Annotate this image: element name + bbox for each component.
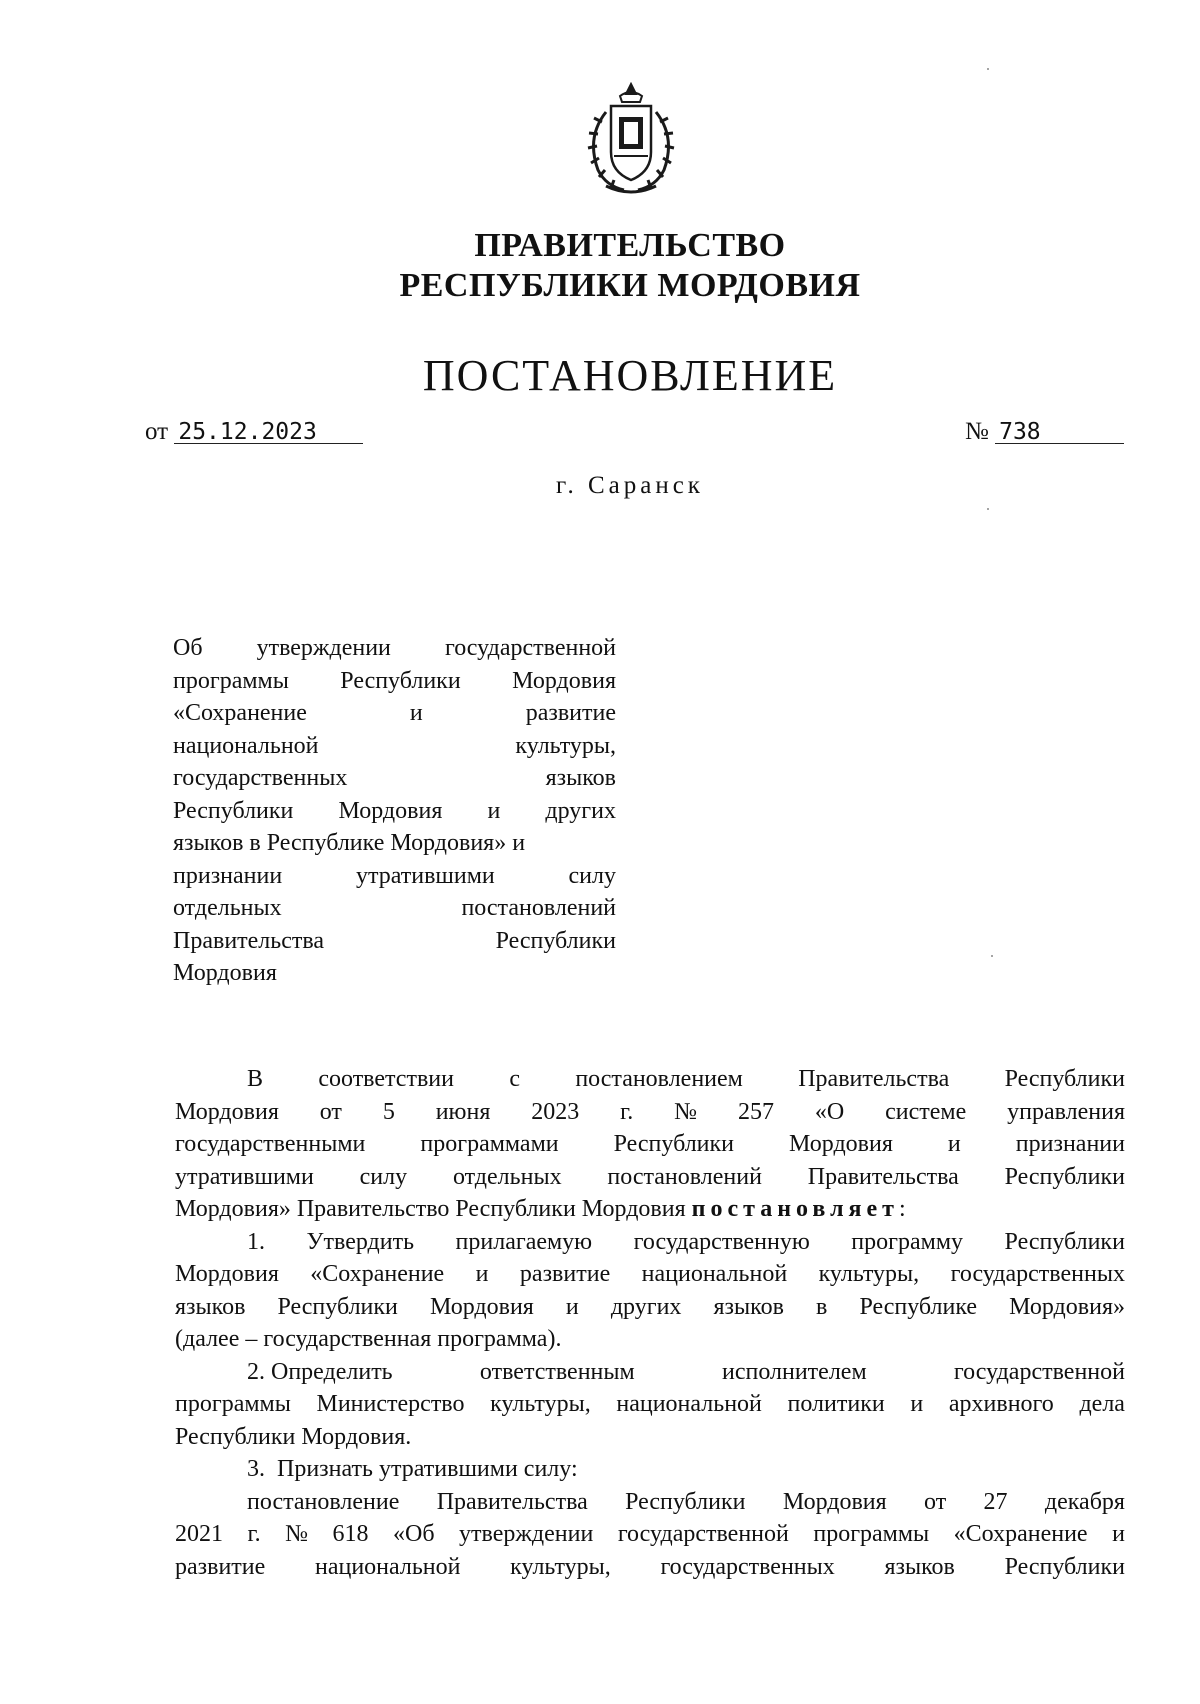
- word: 2. Определить: [247, 1358, 393, 1385]
- title-line: [173, 957, 616, 990]
- word: системе: [885, 1098, 967, 1125]
- title-word: Мордовия: [512, 667, 616, 694]
- word: программы: [175, 1391, 291, 1417]
- paragraph-1-line-4: [175, 1161, 1125, 1194]
- coat-of-arms-emblem: [576, 82, 686, 198]
- word: В: [247, 1066, 264, 1092]
- word: соответствии: [318, 1066, 454, 1092]
- word: 1.: [247, 1228, 265, 1255]
- paragraph-2-line-2: [175, 1258, 1125, 1291]
- word: государственной: [953, 1358, 1125, 1385]
- paragraph-1-line-5: [175, 1193, 1125, 1226]
- word: «Сохранение: [953, 1521, 1088, 1547]
- word: других: [610, 1293, 682, 1320]
- word: утратившими: [175, 1163, 314, 1190]
- title-word: и: [409, 700, 423, 726]
- word: и: [565, 1293, 579, 1320]
- paragraph-1-line-3: [175, 1128, 1125, 1161]
- paragraph-5-line-2: [175, 1518, 1125, 1551]
- paragraph-5-line-3: [175, 1551, 1125, 1584]
- paragraph-1-line-1: [175, 1063, 1125, 1096]
- word: и: [1112, 1521, 1125, 1547]
- word: «Сохранение: [310, 1261, 445, 1287]
- word: в: [816, 1293, 828, 1320]
- paragraph-1-line-2: [175, 1096, 1125, 1129]
- word: языков: [175, 1293, 246, 1320]
- word: №: [285, 1521, 309, 1547]
- word: исполнителем: [721, 1358, 867, 1385]
- word: Мордовия: [429, 1293, 534, 1320]
- organization-name-line1: ПРАВИТЕЛЬСТВО: [474, 227, 786, 264]
- title-word: Мордовия: [338, 797, 443, 824]
- word: культуры,: [490, 1391, 591, 1417]
- title-line: [173, 925, 616, 958]
- word: Мордовия: [789, 1131, 893, 1157]
- word: №: [674, 1098, 698, 1125]
- paragraph-2-line-3: [175, 1291, 1125, 1324]
- word: ответственным: [479, 1358, 635, 1385]
- word: 2021: [175, 1521, 223, 1547]
- word: Правительства: [798, 1066, 950, 1092]
- word: силу: [359, 1163, 408, 1190]
- word: Правительства: [436, 1488, 588, 1515]
- word: национальной: [314, 1553, 461, 1580]
- resolves-colon: :: [898, 1196, 906, 1222]
- word: государственных: [950, 1261, 1125, 1287]
- date-prefix: от: [145, 418, 169, 445]
- title-line: [173, 665, 616, 698]
- title-line: [173, 795, 616, 828]
- word: Республики: [625, 1488, 746, 1515]
- word: Мордовия: [782, 1488, 887, 1515]
- word: 5: [382, 1098, 395, 1125]
- word: «О: [814, 1098, 845, 1125]
- title-word: языков: [545, 765, 616, 791]
- paragraph-3-line-3: Республики Мордовия.: [175, 1423, 412, 1450]
- paragraph-1-line-5-text: Мордовия» Правительство Республики Мордовия: [175, 1196, 692, 1222]
- organization-name-line2: РЕСПУБЛИКИ МОРДОВИЯ: [399, 267, 861, 304]
- word: утверждении: [459, 1521, 594, 1547]
- title-word: Об: [173, 635, 203, 661]
- title-word: утверждении: [256, 635, 391, 661]
- word: культуры,: [818, 1261, 920, 1287]
- word: и: [947, 1131, 961, 1157]
- word: политики: [787, 1391, 885, 1417]
- date-value: 25.12.2023: [174, 421, 363, 444]
- word: государственных: [660, 1553, 835, 1580]
- title-word: других: [545, 797, 616, 824]
- word: 27: [983, 1488, 1008, 1515]
- word: Республики: [613, 1131, 735, 1157]
- word: Министерство: [316, 1391, 465, 1417]
- word: отдельных: [452, 1163, 562, 1190]
- word: программы: [813, 1521, 930, 1547]
- title-word: силу: [568, 862, 616, 889]
- word: языков: [713, 1293, 784, 1320]
- word: «Об: [392, 1521, 435, 1547]
- title-line: [173, 632, 616, 665]
- document-number: [965, 418, 1124, 446]
- paragraph-3-line-2: [175, 1388, 1125, 1421]
- word: постановлений: [607, 1163, 762, 1190]
- word: признании: [1015, 1131, 1125, 1157]
- title-word: «Сохранение: [173, 700, 307, 726]
- paragraph-3-line-1: [175, 1356, 1125, 1389]
- word: декабря: [1044, 1488, 1125, 1515]
- word: от: [319, 1098, 342, 1125]
- title-word: утратившими: [355, 862, 495, 889]
- title-word: признании: [173, 862, 283, 889]
- word: постановление: [247, 1488, 400, 1515]
- word: государственной: [617, 1521, 789, 1547]
- word: национальной: [616, 1391, 762, 1417]
- word: развитие: [519, 1261, 611, 1287]
- title-word: национальной: [173, 732, 319, 759]
- word: Республики: [277, 1293, 398, 1320]
- title-word: Республики: [173, 797, 294, 824]
- decree-title-block: [173, 632, 616, 990]
- paragraph-4-line-1: 3. Признать утратившими силу:: [247, 1456, 578, 1482]
- city-name: г. Саранск: [556, 472, 704, 499]
- word: 2023: [531, 1098, 580, 1125]
- word: государственную: [633, 1228, 810, 1255]
- word: Мордовия»: [1009, 1293, 1125, 1320]
- word: Правительства: [807, 1163, 959, 1190]
- word: Республики: [1004, 1163, 1125, 1190]
- scan-speck: [987, 508, 989, 510]
- scan-speck: [987, 68, 989, 70]
- resolves-keyword: постановляет: [691, 1196, 899, 1222]
- scan-speck: [991, 955, 993, 957]
- title-word: культуры,: [515, 732, 616, 759]
- word: с: [509, 1066, 520, 1092]
- word: Республике: [859, 1293, 978, 1320]
- word: Мордовия: [175, 1098, 279, 1125]
- title-line: [173, 860, 616, 893]
- word: г.: [247, 1521, 261, 1547]
- document-date: [145, 418, 363, 446]
- word: языков: [884, 1553, 955, 1580]
- word: и: [475, 1261, 489, 1287]
- word: июня: [435, 1098, 491, 1125]
- word: программами: [420, 1131, 559, 1157]
- word: Республики: [1004, 1066, 1125, 1092]
- word: Республики: [1004, 1228, 1125, 1255]
- word: архивного: [948, 1391, 1054, 1417]
- word: Республики: [1004, 1553, 1125, 1580]
- title-line: [173, 730, 616, 763]
- word: дела: [1079, 1391, 1125, 1417]
- document-type-title: ПОСТАНОВЛЕНИЕ: [422, 351, 838, 400]
- word: Мордовия: [175, 1261, 279, 1287]
- title-word: Правительства: [173, 927, 325, 954]
- word: прилагаемую: [455, 1228, 593, 1255]
- word: государственными: [175, 1131, 366, 1157]
- title-word: и: [487, 797, 501, 824]
- word: г.: [620, 1098, 634, 1125]
- word: развитие: [175, 1553, 266, 1580]
- title-word: постановлений: [461, 895, 616, 921]
- paragraph-2-line-4: (далее – государственная программа).: [175, 1326, 562, 1352]
- number-prefix: №: [965, 418, 989, 445]
- title-line: [173, 892, 616, 925]
- paragraph-5-line-1: [175, 1486, 1125, 1519]
- title-word: Мордовия: [173, 960, 277, 986]
- title-word: языков в Республике Мордовия» и: [173, 830, 526, 856]
- title-word: государственных: [173, 765, 348, 791]
- word: Утвердить: [306, 1228, 415, 1255]
- title-line: [173, 762, 616, 795]
- title-word: отдельных: [173, 895, 282, 921]
- word: программу: [851, 1228, 964, 1255]
- decree-body: [175, 1063, 1125, 1583]
- word: управления: [1007, 1098, 1125, 1125]
- title-word: развитие: [525, 700, 616, 726]
- title-line: [173, 827, 616, 860]
- word: постановлением: [575, 1066, 743, 1092]
- paragraph-2-line-1: [175, 1226, 1125, 1259]
- number-value: 738: [995, 421, 1124, 444]
- word: от: [924, 1488, 947, 1515]
- title-word: Республики: [340, 667, 461, 694]
- word: национальной: [641, 1261, 788, 1287]
- word: 618: [332, 1521, 369, 1547]
- word: 257: [737, 1098, 774, 1125]
- title-word: Республики: [495, 927, 616, 954]
- title-word: программы: [173, 667, 289, 694]
- word: культуры,: [510, 1553, 611, 1580]
- title-word: государственной: [444, 635, 616, 661]
- word: и: [910, 1391, 924, 1417]
- title-line: [173, 697, 616, 730]
